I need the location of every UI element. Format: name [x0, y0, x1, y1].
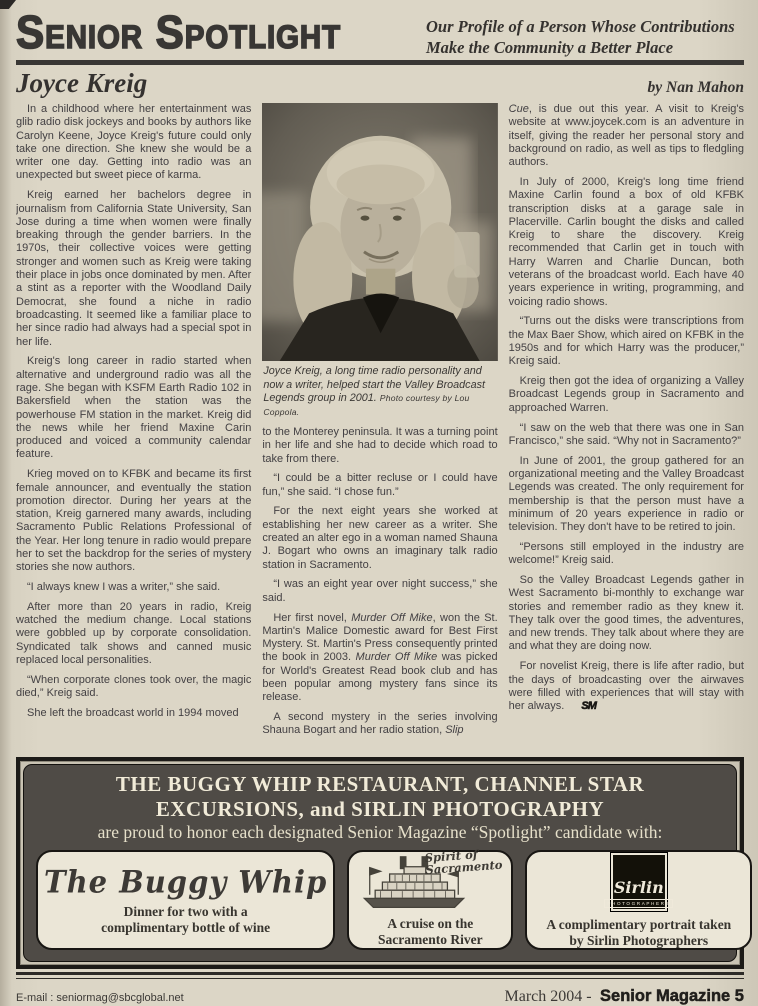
column-left — [16, 103, 251, 753]
article-paragraph: “I was an eight year over night success,” she said. — [262, 578, 498, 604]
ad-card-buggy-whip — [36, 850, 335, 950]
page-title: Senior Spotlight — [16, 6, 342, 58]
buggy-whip-logo: The Buggy Whip — [44, 863, 328, 900]
tagline-line2: Make the Community a Better Place — [426, 38, 674, 57]
article-body — [16, 103, 744, 753]
sirlin-caption: A complimentary portrait taken by Sirlin Photographers — [546, 916, 732, 948]
article-paragraph: “When corporate clones took over, the magic died,” Kreig said. — [16, 673, 252, 700]
scan-corner-artifact — [0, 0, 16, 9]
end-of-article-mark: SM — [581, 700, 596, 713]
riverboat-illustration — [355, 846, 505, 911]
masthead-rule — [16, 60, 744, 65]
article-paragraph: to the Monterey peninsula. It was a turning point in her life and she had to decide which road to take from there. — [262, 426, 498, 465]
masthead — [16, 8, 744, 58]
article-paragraph: So the Valley Broadcast Legends gather in West Sacramento bi-monthly to exchange war stories and remember radio as they knew it. They talk over the good times, the adventures, and new trends. They talk about where they are and what they are doing now. — [508, 574, 744, 653]
sirlin-logo — [607, 852, 671, 912]
article-paragraph: “I saw on the web that there was one in San Francisco,” she said. “Why not in Sacramento?” — [508, 421, 744, 447]
sponsors-ad-box — [16, 757, 744, 969]
article-paragraph: “I could be a bitter recluse or I could have fun,” she said. “I chose fun.” — [262, 472, 498, 498]
ad-headline — [36, 772, 724, 821]
article-paragraph: A second mystery in the series involving Shauna Bogart and her radio station, Slip — [262, 711, 498, 737]
article-paragraph: Kreig then got the idea of organizing a Valley Broadcast Legends group in Sacramento and approached Warren. — [508, 375, 744, 414]
article-paragraph: Cue, is due out this year. A visit to Kreig's website at www.joycek.com is an adventure in itself, giving the reader her personal story and background on radio, as well as tips to fledgling authors. — [508, 103, 744, 169]
article-paragraph: Kreig's long career in radio started when alternative and underground radio was all the rage. She began with KSFM Earth Radio 102 in Bakersfield when the station was the powerhouse FM station in the market. Kreig did the news while her friend Maxine Carin produced and voiced a community calendar feature. — [16, 355, 252, 461]
ad-card-sirlin — [525, 850, 752, 950]
article-paragraph: “Turns out the disks were transcriptions from the Max Baer Show, which aired on KFBK in the 1950s and for which Harry was the producer,” Kreig said. — [508, 315, 744, 368]
footer-issue — [504, 987, 744, 1006]
channel-star-caption: A cruise on the Sacramento River — [377, 915, 483, 947]
joyce-kreig-photo — [262, 103, 497, 361]
article-paragraph: In June of 2001, the group gathered for an organizational meeting and the Valley Broadcast Legends was created. The only requirement for membership is that the person must have a minimum of 20 years experience in radio or television. They don't have to be retired to join. — [508, 454, 744, 534]
column-right — [509, 103, 744, 753]
photo-caption — [263, 365, 496, 419]
photo-caption-text: Joyce Kreig, a long time radio personality and now a writer, helped start the Valley Broadcast Legends group in 2001. — [263, 365, 485, 404]
article-paragraph: “I always knew I was a writer,” she said. — [27, 581, 221, 594]
footer-magazine-name: Senior Magazine 5 — [600, 987, 744, 1005]
article-author: by Nan Mahon — [647, 79, 744, 96]
article-paragraph: She left the broadcast world in 1994 moved — [27, 706, 239, 719]
footer-issue-date: March 2004 - — [504, 988, 592, 1005]
ad-headline-line1: THE BUGGY WHIP RESTAURANT, CHANNEL STAR — [115, 772, 645, 796]
ad-card-channel-star — [347, 846, 513, 950]
column-middle-text — [262, 426, 497, 738]
page-footer — [16, 987, 744, 1006]
spirit-of-sacramento-label: Spirit of Sacramento — [424, 846, 504, 877]
ad-subheadline: are proud to honor each designated Senior Magazine “Spotlight” candidate with: — [97, 822, 663, 842]
byline-row — [16, 68, 744, 101]
footer-email: E-mail : seniormag@sbcglobal.net — [16, 992, 184, 1004]
article-paragraph: Her first novel, Murder Off Mike, won the St. Martin's Malice Domestic award for Best First Mystery. St. Martin's Press consequently printed the book in 2003. Murder Off Mike was picked for World's Greatest Read book club and has been popular among mystery fans since its release. — [262, 611, 498, 704]
article-paragraph: In a childhood where her entertainment was glib radio disk jockeys and books by authors like Carolyn Keene, Joyce Kreig's future could only take one direction. She knew she would be a writer one day. Getting into radio was an unexpected but sweet piece of karma. — [16, 103, 252, 182]
article-paragraph: After more than 20 years in radio, Kreig watched the medium change. Local stations were gobbled up by corporate consolidation. Syndicated talk shows and canned music replaced local personalities. — [16, 600, 252, 667]
ad-headline-line2: EXCURSIONS, and SIRLIN PHOTOGRAPHY — [155, 796, 605, 821]
sirlin-logo-name: Sirlin — [613, 877, 664, 897]
article-paragraph: For novelist Kreig, there is life after radio, but the days of broadcasting over the airwaves were filled with experiences that will stay with her always. SM — [508, 660, 744, 713]
article-subject: Joyce Kreig — [16, 68, 148, 98]
column-middle — [262, 103, 497, 753]
article-paragraph: “Persons still employed in the industry are welcome!” Kreig said. — [508, 540, 744, 567]
article-paragraph: In July of 2000, Kreig's long time friend Maxine Carlin found a box of old KFBK transcription disks at a garage sale in Placerville. Carlin bought the disks and called Kreig to share the discovery. Kreig recommended that Carlin get in touch with Harry Warren and Charlie Duncan, both veterans of the broadcast world. Each have 40 years experience in writing, programming, and voicing radio shows. — [508, 175, 744, 308]
masthead-tagline — [426, 16, 744, 58]
photo-credit: Photo courtesy by Lou Coppola. — [263, 393, 470, 417]
photo-figure — [262, 103, 497, 419]
tagline-line1: Our Profile of a Person Whose Contributions — [426, 17, 735, 36]
sirlin-logo-subtext: PHOTOGRAPHERS — [604, 899, 673, 908]
article-paragraph: Kreig earned her bachelors degree in journalism from California State University, San Jose during a time when women were finally breaking through the gender barriers. In the 1970s, their collective voices were getting stronger and women such as Kreig were taking their place in jobs once dominated by men. After a stint as a reporter with the Woodland Daily Democrat, she found a niche in radio broadcasting. It seemed like a familiar place to her since radio had always had a special spot in her life. — [16, 189, 252, 348]
article-paragraph: Krieg moved on to KFBK and became its first female announcer, and eventually the station promotion director. During her years at the station, Kreig garnered many awards, including Sacramento Public Relations Professional of the Year. Her long tenure in radio would prepare her to set the backdrop for the series of mystery stories she now authors. — [16, 468, 252, 574]
bottom-double-rule — [16, 972, 744, 979]
article-paragraph: For the next eight years she worked at establishing her new career as a writer. She created an alter ego in a woman named Shauna J. Bogart who owns an imaginary talk radio station in Sacramento. — [262, 505, 498, 571]
buggy-whip-caption: Dinner for two with a complimentary bottle of wine — [101, 903, 271, 935]
sponsors-ad-panel — [23, 764, 737, 962]
ad-cards — [36, 846, 732, 950]
